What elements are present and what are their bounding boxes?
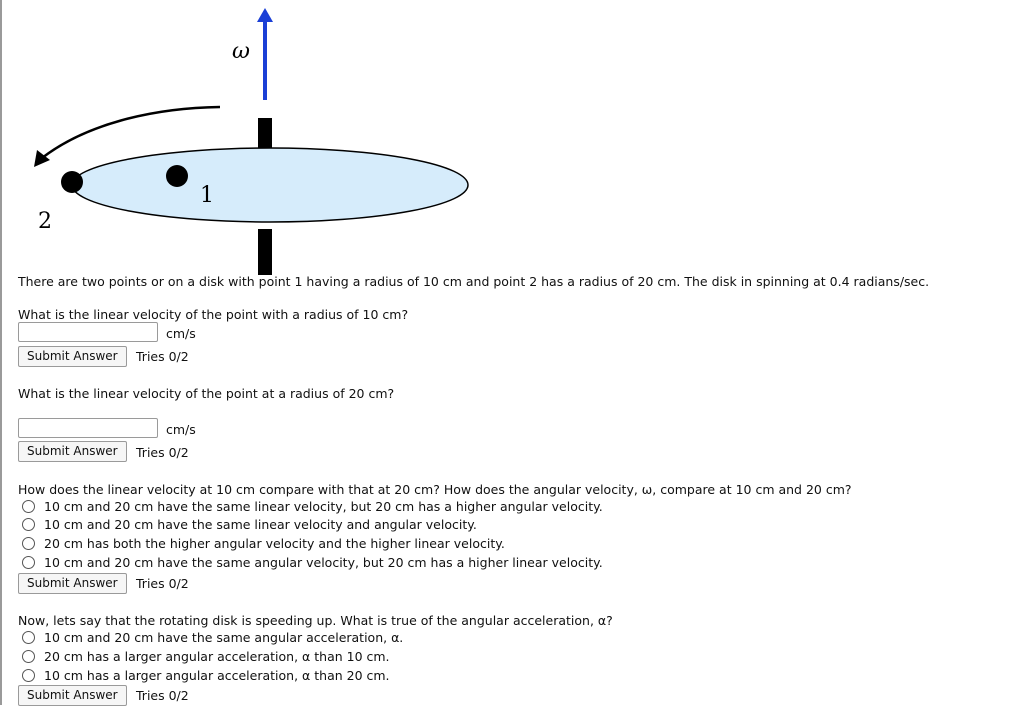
q3-option-1-label[interactable]: 10 cm and 20 cm have the same linear velocity, but 20 cm has a higher angular velocity. bbox=[44, 499, 603, 514]
q3-option-3-radio[interactable] bbox=[22, 537, 35, 550]
spinning-disk-figure bbox=[0, 0, 520, 275]
q3-tries: Tries 0/2 bbox=[136, 576, 189, 591]
q4-tries: Tries 0/2 bbox=[136, 688, 189, 703]
q2-text: What is the linear velocity of the point at a radius of 20 cm? bbox=[18, 386, 395, 401]
axle-bottom bbox=[258, 229, 272, 275]
q1-submit-button[interactable]: Submit Answer bbox=[18, 346, 127, 367]
q2-unit: cm/s bbox=[166, 422, 196, 437]
q3-option-2-label[interactable]: 10 cm and 20 cm have the same linear velocity and angular velocity. bbox=[44, 517, 477, 532]
q4-option-1-label[interactable]: 10 cm and 20 cm have the same angular acceleration, α. bbox=[44, 630, 404, 645]
q2-submit-button[interactable]: Submit Answer bbox=[18, 441, 127, 462]
q1-text: What is the linear velocity of the point with a radius of 10 cm? bbox=[18, 307, 409, 322]
q3-option-2-radio[interactable] bbox=[22, 518, 35, 531]
q4-option-1-radio[interactable] bbox=[22, 631, 35, 644]
q4-option-3-radio[interactable] bbox=[22, 669, 35, 682]
omega-arrow-head bbox=[257, 8, 273, 22]
q1-answer-input[interactable] bbox=[18, 322, 158, 342]
q4-text: Now, lets say that the rotating disk is speeding up. What is true of the angular acceleration, α? bbox=[18, 613, 613, 628]
q2-tries: Tries 0/2 bbox=[136, 445, 189, 460]
point-2-label: 2 bbox=[38, 209, 52, 234]
q1-tries: Tries 0/2 bbox=[136, 349, 189, 364]
q4-option-3-label[interactable]: 10 cm has a larger angular acceleration, α than 20 cm. bbox=[44, 668, 390, 683]
q3-option-3-label[interactable]: 20 cm has both the higher angular velocity and the higher linear velocity. bbox=[44, 536, 505, 551]
disk bbox=[72, 148, 468, 222]
q1-unit: cm/s bbox=[166, 326, 196, 341]
q2-answer-input[interactable] bbox=[18, 418, 158, 438]
q3-text: How does the linear velocity at 10 cm compare with that at 20 cm? How does the angular velocity, ω, compare at 10 cm and 20 cm? bbox=[18, 482, 852, 497]
point-1-label: 1 bbox=[200, 183, 214, 208]
point-2 bbox=[61, 171, 83, 193]
problem-intro: There are two points or on a disk with point 1 having a radius of 10 cm and point 2 has a radius of 20 cm. The disk in spinning at 0.4 radians/sec. bbox=[18, 274, 930, 289]
q4-option-2-radio[interactable] bbox=[22, 650, 35, 663]
point-1 bbox=[166, 165, 188, 187]
q3-submit-button[interactable]: Submit Answer bbox=[18, 573, 127, 594]
q4-submit-button[interactable]: Submit Answer bbox=[18, 685, 127, 706]
omega-label: ω bbox=[232, 39, 250, 64]
q3-option-4-label[interactable]: 10 cm and 20 cm have the same angular velocity, but 20 cm has a higher linear velocity. bbox=[44, 555, 603, 570]
q3-option-1-radio[interactable] bbox=[22, 500, 35, 513]
q3-option-4-radio[interactable] bbox=[22, 556, 35, 569]
q4-option-2-label[interactable]: 20 cm has a larger angular acceleration, α than 10 cm. bbox=[44, 649, 390, 664]
